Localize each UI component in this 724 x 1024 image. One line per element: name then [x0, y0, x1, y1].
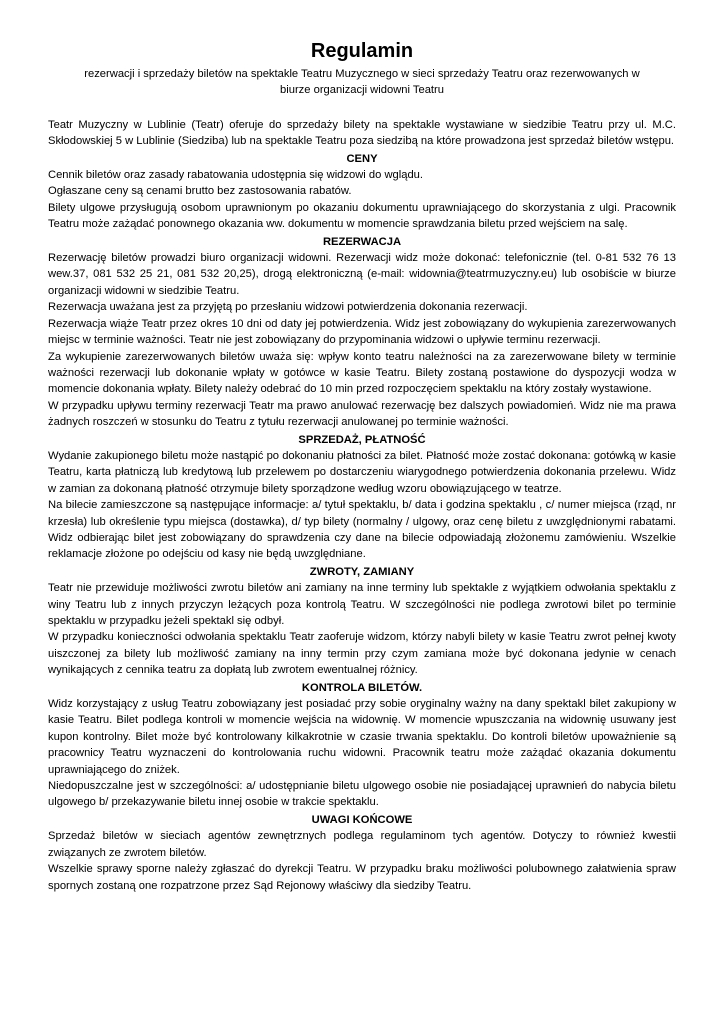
section-heading: ZWROTY, ZAMIANY [309, 565, 415, 578]
section-paragraph: Widz korzystający z usług Teatru zobowiązany jest posiadać przy sobie oryginalny ważny na dany spektakl bilet zakupiony w kasie Teatru. Bilet podlega kontroli w momencie wejścia na widownię. W momencie wpuszczania na widownię usuwany jest kupon kontrolny. Bilet może być kontrolowany kilkakrotnie w czasie trwania spektaklu. Do kontroli biletów upoważnienie są pracownicy Teatru wyznaczeni do kontrolowania ruchu widowni. Pracownik teatru może zażądać okazania dokumentu uprawniającego do zniżek. [48, 698, 676, 776]
section-paragraph: Bilety ulgowe przysługują osobom uprawnionym po okazaniu dokumentu uprawniającego do skorzystania z ulgi. Pracownik Teatru może zażądać ponownego okazania ww. dokumentu w momencie sprawdzania biletu przed wejściem na salę. [48, 201, 676, 231]
section-heading: KONTROLA BILETÓW. [301, 681, 423, 694]
section-heading: REZERWACJA [322, 235, 402, 248]
section-paragraph: Rezerwacja uważana jest za przyjętą po przesłaniu widzowi potwierdzenia dokonania rezerwacji. [48, 301, 528, 314]
section-paragraph: W przypadku upływu terminy rezerwacji Teatr ma prawo anulować rezerwację bez dalszych powiadomień. Widz nie ma prawa żadnych roszczeń w stosunku do Teatru z tytułu rezerwacji anulowanej po terminie ważności. [48, 399, 676, 429]
section-paragraph: Na bilecie zamieszczone są następujące informacje: a/ tytuł spektaklu, b/ data i godzina spektaklu , c/ numer miejsca (rząd, nr krzesła) lub określenie typu miejsca (dostawka), d/ typ bilety (normalny / ulgowy, oraz cenę biletu z uwzględnionymi rabatami. Widz odbierając bilet jest zobowiązany do sprawdzenia czy dane na bilecie odpowiadają złożonemu zamówieniu. Wszelkie reklamacje złożone po odejściu od kasy nie będą uwzględniane. [48, 499, 676, 561]
section-paragraph: Cennik biletów oraz zasady rabatowania udostępnia się widzowi do wglądu. [48, 169, 423, 182]
section-paragraph: Za wykupienie zarezerwowanych biletów uważa się: wpływ konto teatru należności na za zarezerwowane bilety w terminie ważności rezerwacji lub dokonanie wpłaty w gotówce w kasie Teatru. Bilety zostaną postawione do dyspozycji wodza w momencie dokonania wpłaty. Bilety należy odebrać do 10 min przed rozpoczęciem spektaklu na który zostały wystawione. [48, 350, 676, 396]
intro-paragraph: Teatr Muzyczny w Lublinie (Teatr) oferuje do sprzedaży bilety na spektakle wystawiane w siedzibie Teatru przy ul. M.C. Skłodowskiej 5 w Lublinie (Siedziba) lub na spektakle Teatru poza siedzibą na które prowadzona jest sprzedaż biletów wstępu. [48, 118, 676, 148]
section-rezerwacja [48, 234, 676, 431]
section-paragraph: Sprzedaż biletów w sieciach agentów zewnętrznych podlega regulaminom tych agentów. Dotyczy to również kwestii związanych ze zwrotem biletów. [48, 830, 676, 859]
section-paragraph: Rezerwacja wiąże Teatr przez okres 10 dni od daty jej potwierdzenia. Widz jest zobowiązany do wykupienia zarezerwowanych miejsc w terminie ważności. Teatr nie jest zobowiązany do przypominania widzowi o upływie terminu rezerwacji. [48, 317, 676, 347]
document-subtitle: rezerwacji i sprzedaży biletów na spektakle Teatru Muzycznego w sieci sprzedaży Teatru oraz rezerwowanych w biurze organizacji widowni Teatru [84, 68, 640, 97]
section-kontrola-biletow [48, 680, 676, 811]
section-paragraph: Ogłaszane ceny są cenami brutto bez zastosowania rabatów. [48, 185, 352, 198]
document-title: Regulamin [310, 40, 414, 62]
section-paragraph: W przypadku konieczności odwołania spektaklu Teatr zaoferuje widzom, którzy nabyli bilety w kasie Teatru zwrot pełnej kwoty uiszczonej za bilety lub możliwość zamiany na inny termin przy czym zamiana może być dokonana jedynie w cenach wynikających z cennika teatru za dopłatą lub zwrotem ewentualnej różnicy. [48, 631, 676, 677]
section-zwroty-zamiany [48, 564, 676, 679]
section-paragraph: Wydanie zakupionego biletu może nastąpić po dokonaniu płatności za bilet. Płatność może zostać dokonana: gotówką w kasie Teatru, karta płatniczą lub kredytową lub przelewem po dostarczeniu wiarygodnego potwierdzenia dokonania przelewu. Widz w zamian za dokonaną płatność otrzymuje bilety sporządzone według wzoru obowiązującego w teatrze. [48, 449, 676, 495]
section-paragraph: Rezerwację biletów prowadzi biuro organizacji widowni. Rezerwacji widz może dokonać: telefonicznie (tel. 0-81 532 76 13 wew.37, 081 532 25 21, 081 532 20,25), drogą elektroniczną (e-mail: widownia@teatrmuzyczny.eu) lub osobiście w biurze organizacji widowni w siedzibie Teatru. [48, 252, 676, 297]
section-heading: UWAGI KOŃCOWE [311, 813, 413, 826]
section-paragraph: Teatr nie przewiduje możliwości zwrotu biletów ani zamiany na inne terminy lub spektakle z wyjątkiem odwołania spektaklu z winy Teatru lub z innych przyczyn leżących poza kontrolą Teatru. W szczególności nie podlega zwrotowi bilet po terminie spektaklu w przypadku jeżeli spektakl się odbył. [48, 582, 676, 627]
document-page [48, 38, 676, 894]
section-sprzedaz-platnosc [48, 432, 676, 563]
section-paragraph: Niedopuszczalne jest w szczególności: a/ udostępnianie biletu ulgowego osobie nie posiadającej uprawnień do nabycia biletu ulgowego b/ przekazywanie biletu innej osobie w trakcie spektaklu. [48, 780, 676, 809]
section-heading: CENY [346, 152, 378, 165]
section-paragraph: Wszelkie sprawy sporne należy zgłaszać do dyrekcji Teatru. W przypadku braku możliwości polubownego załatwienia spraw spornych zostaną one rozpatrzone przez Sąd Rejonowy właściwy dla siedziby Teatru. [48, 863, 676, 892]
section-uwagi-koncowe [48, 812, 676, 894]
section-ceny [48, 151, 676, 233]
section-heading: SPRZEDAŻ, PŁATNOŚĆ [298, 433, 426, 446]
